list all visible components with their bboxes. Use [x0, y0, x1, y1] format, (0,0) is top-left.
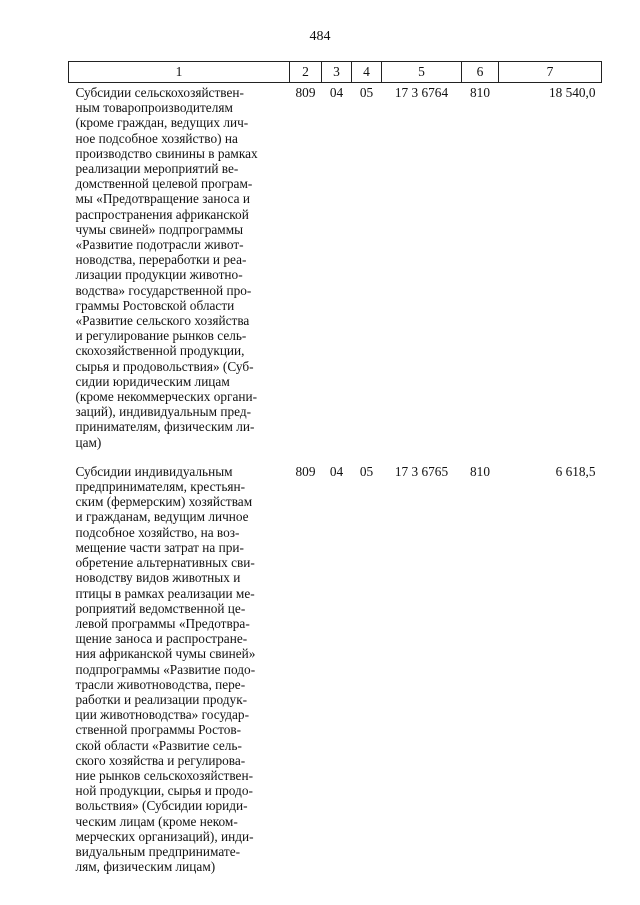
column-header: 6 — [462, 62, 499, 83]
amount-value: 18 540,0 — [548, 85, 596, 100]
subsection-code: 05 — [359, 85, 374, 100]
section-code: 04 — [329, 463, 344, 479]
row-description: Субсидии сельскохозяйствен- ным товаропроизводителям (кроме граждан, ведущих лич- ное подсобное хозяйство) на производство свинины в рамках реализации мероприятий ве- домственной целевой програм- мы «Предотвращение заноса и распространения африканской чумы свиней» подпрограммы «Развитие подотрасли живот- новодства, переработки и реа- лизации продукции животно- водства» государственной про- граммы Ростовской области «Развитие сельского хозяйства и регулирование рынков сель- скохозяйственной продукции, сырья и продовольствия» (Суб- сидии юридическим лицам (кроме некоммерческих органи- заций), индивидуальным пред- принимателям, физическим ли- цам) — [75, 85, 258, 450]
table-row — [69, 83, 602, 462]
ministry-code: 809 — [295, 463, 316, 479]
column-header: 3 — [322, 62, 352, 83]
column-header: 2 — [290, 62, 322, 83]
column-header: 4 — [352, 62, 382, 83]
row-description: Субсидии индивидуальным предпринимателям, крестьян- ским (фермерским) хозяйствам и гражданам, ведущим личное подсобное хозяйство, на воз- мещение части затрат на при- обретение альтернативных сви- новодству видов животных и птицы в рамках реализации ме- роприятий ведомственной це- левой программы «Предотвра- щение заноса и распростране- ния африканской чумы свиней» подпрограммы «Развитие подо- трасли животноводства, пере- работки и реализации продук- ции животноводства» государ- ственной программы Ростов- ской области «Развитие сель- ского хозяйства и регулирова- ние рынков сельскохозяйствен- ной продукции, сырья и продо- вольствия» (Субсидии юриди- ческим лицам (кроме неком- мерческих организаций), инди- видуальным предпринимате- лям, физическим лицам) — [75, 463, 256, 875]
column-header: 1 — [69, 62, 290, 83]
expense-type-code: 810 — [470, 463, 490, 479]
section-code: 04 — [329, 85, 344, 100]
column-header: 5 — [382, 62, 462, 83]
expense-type-code: 810 — [470, 85, 490, 100]
page-number: 484 — [309, 29, 331, 44]
target-article-code: 17 3 6765 — [394, 463, 449, 479]
amount-value: 6 618,5 — [555, 463, 596, 479]
budget-table — [68, 61, 602, 886]
subsection-code: 05 — [359, 463, 374, 479]
ministry-code: 809 — [295, 85, 316, 100]
header-row — [69, 62, 602, 83]
column-header: 7 — [499, 62, 602, 83]
table-row — [69, 462, 602, 886]
target-article-code: 17 3 6764 — [394, 85, 449, 100]
